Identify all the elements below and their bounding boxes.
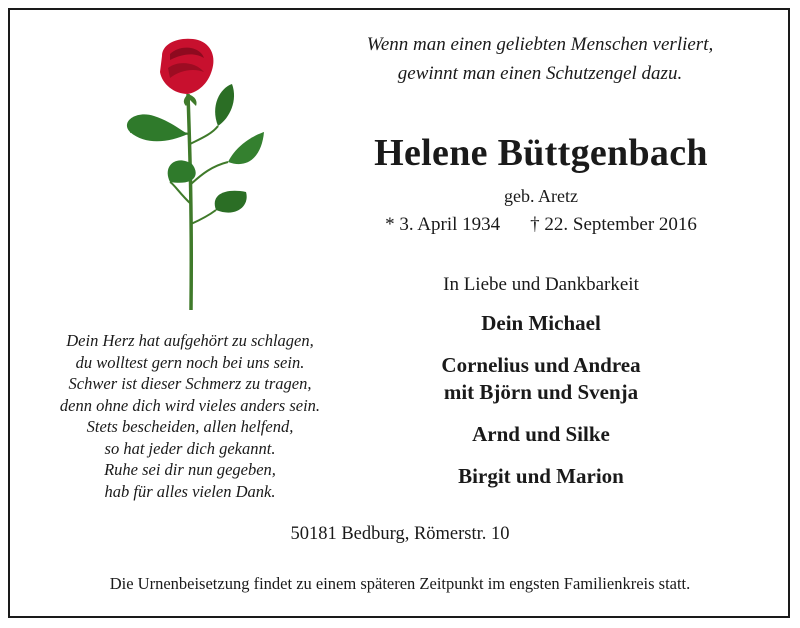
mourner-arnd-silke: Arnd und Silke	[472, 422, 610, 446]
memorial-poem	[30, 330, 350, 502]
mourner-line: Cornelius und Andrea	[441, 353, 641, 377]
poem-line: du wolltest gern noch bei uns sein.	[75, 352, 305, 372]
mourner-line: mit Björn und Svenja	[443, 380, 639, 404]
mourners-list	[300, 310, 782, 505]
poem-line: so hat jeder dich gekannt.	[104, 438, 276, 458]
death-date: † 22. September 2016	[530, 214, 697, 235]
birth-date: * 3. April 1934	[385, 214, 501, 235]
family-address: 50181 Bedburg, Römerstr. 10	[290, 524, 510, 544]
mourner-cornelius-andrea	[300, 352, 782, 406]
motto-line-1: Wenn man einen geliebten Menschen verliert,	[366, 34, 714, 55]
mourner-michael: Dein Michael	[481, 311, 601, 335]
poem-line: Schwer ist dieser Schmerz zu tragen,	[68, 374, 312, 393]
poem-line: Stets bescheiden, allen helfend,	[86, 417, 294, 436]
motto	[330, 30, 750, 88]
poem-line: hab für alles vielen Dank.	[104, 481, 276, 501]
mourner-birgit-marion: Birgit und Marion	[458, 464, 624, 488]
deceased-name: Helene Büttgenbach	[374, 132, 708, 174]
poem-line: Dein Herz hat aufgehört zu schlagen,	[66, 331, 314, 350]
burial-note: Die Urnenbeisetzung findet zu einem späteren Zeitpunkt im engsten Familienkreis statt.	[109, 574, 691, 593]
born-name: geb. Aretz	[504, 186, 578, 206]
life-dates	[300, 214, 782, 236]
poem-line: Ruhe sei dir nun gegeben,	[104, 460, 276, 479]
mourners-intro: In Liebe und Dankbarkeit	[443, 274, 639, 295]
poem-line: denn ohne dich wird vieles anders sein.	[59, 395, 321, 415]
motto-line-2: gewinnt man einen Schutzengel dazu.	[397, 63, 683, 84]
rose-illustration	[100, 34, 270, 316]
